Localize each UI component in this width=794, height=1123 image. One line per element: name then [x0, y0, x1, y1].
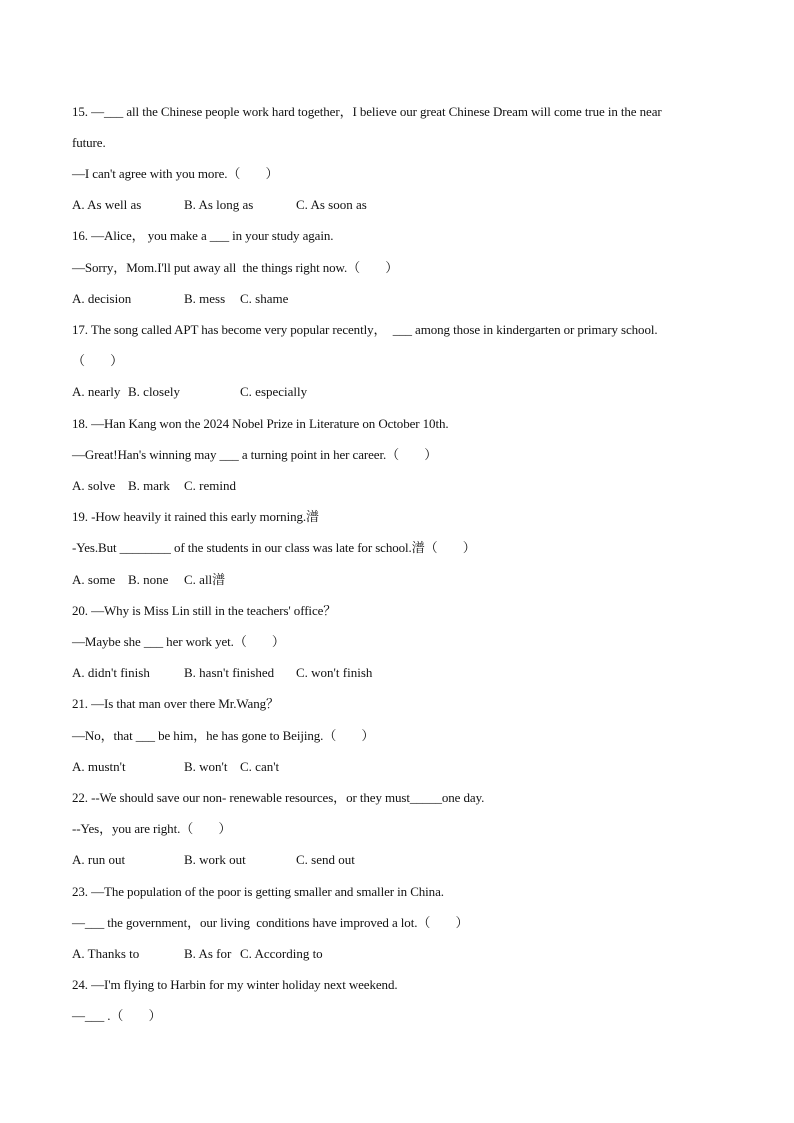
question-22-text: 22. --We should save our non- renewable resources，or they must_____one day.: [72, 790, 485, 805]
question-17-bracket: （ ）: [72, 353, 124, 368]
question-23-option-b: B. As for: [184, 946, 232, 961]
question-17-text: 17. The song called APT has become very popular recently， ___ among those in kindergarten or primary school.: [72, 322, 658, 337]
question-19-text: 19. -How heavily it rained this early morning.潽: [72, 509, 319, 524]
question-19-option-b: B. none: [128, 572, 169, 587]
question-18-option-b: B. mark: [128, 478, 170, 493]
question-22-reply: --Yes，you are right.（ ）: [72, 821, 232, 836]
question-20-option-a: A. didn't finish: [72, 665, 150, 680]
question-15-option-b: B. As long as: [184, 197, 254, 212]
question-24-text: 24. —I'm flying to Harbin for my winter holiday next weekend.: [72, 977, 398, 992]
question-23-option-a: A. Thanks to: [72, 946, 140, 961]
question-18-reply: —Great!Han's winning may ___ a turning point in her career.（ ）: [72, 447, 438, 462]
question-15-text-cont: future.: [72, 135, 106, 150]
question-20-option-c: C. won't finish: [296, 665, 373, 680]
question-22-option-a: A. run out: [72, 852, 126, 867]
question-21-option-b: B. won't: [184, 759, 228, 774]
question-21-option-a: A. mustn't: [72, 759, 126, 774]
question-16-option-c: C. shame: [240, 291, 289, 306]
question-17-option-c: C. especially: [240, 384, 308, 399]
question-20-text: 20. —Why is Miss Lin still in the teachers' office？: [72, 603, 337, 618]
question-21-text: 21. —Is that man over there Mr.Wang？: [72, 696, 279, 711]
question-15-reply: —I can't agree with you more.（ ）: [72, 166, 279, 181]
question-19-reply: -Yes.But ________ of the students in our class was late for school.潽（ ）: [72, 540, 476, 555]
question-23-text: 23. —The population of the poor is getting smaller and smaller in China.: [72, 884, 444, 899]
question-18-option-c: C. remind: [184, 478, 236, 493]
question-15-option-c: C. As soon as: [296, 197, 367, 212]
question-21-reply: —No，that ___ be him，he has gone to Beijing.（ ）: [72, 728, 375, 743]
question-22-option-c: C. send out: [296, 852, 355, 867]
question-21-option-c: C. can't: [240, 759, 280, 774]
question-16-option-a: A. decision: [72, 291, 132, 306]
question-20-option-b: B. hasn't finished: [184, 665, 275, 680]
question-17-option-b: B. closely: [128, 384, 180, 399]
question-15-text: 15. —___ all the Chinese people work hard together，I believe our great Chinese Dream will come true in the near: [72, 104, 662, 119]
question-16-option-b: B. mess: [184, 291, 226, 306]
question-19-option-a: A. some: [72, 572, 116, 587]
question-22-option-b: B. work out: [184, 852, 246, 867]
question-23-reply: —___ the government，our living conditions have improved a lot.（ ）: [72, 915, 469, 930]
question-18-text: 18. —Han Kang won the 2024 Nobel Prize in Literature on October 10th.: [72, 416, 449, 431]
question-15-option-a: A. As well as: [72, 197, 142, 212]
question-24-reply: —___ .（ ）: [72, 1008, 162, 1023]
question-16-reply: —Sorry，Mom.I'll put away all the things right now.（ ）: [72, 260, 399, 275]
question-16-text: 16. —Alice， you make a ___ in your study again.: [72, 228, 334, 243]
question-23-option-c: C. According to: [240, 946, 323, 961]
question-18-option-a: A. solve: [72, 478, 116, 493]
question-19-option-c: C. all潽: [184, 572, 226, 587]
question-17-option-a: A. nearly: [72, 384, 121, 399]
question-20-reply: —Maybe she ___ her work yet.（ ）: [72, 634, 285, 649]
